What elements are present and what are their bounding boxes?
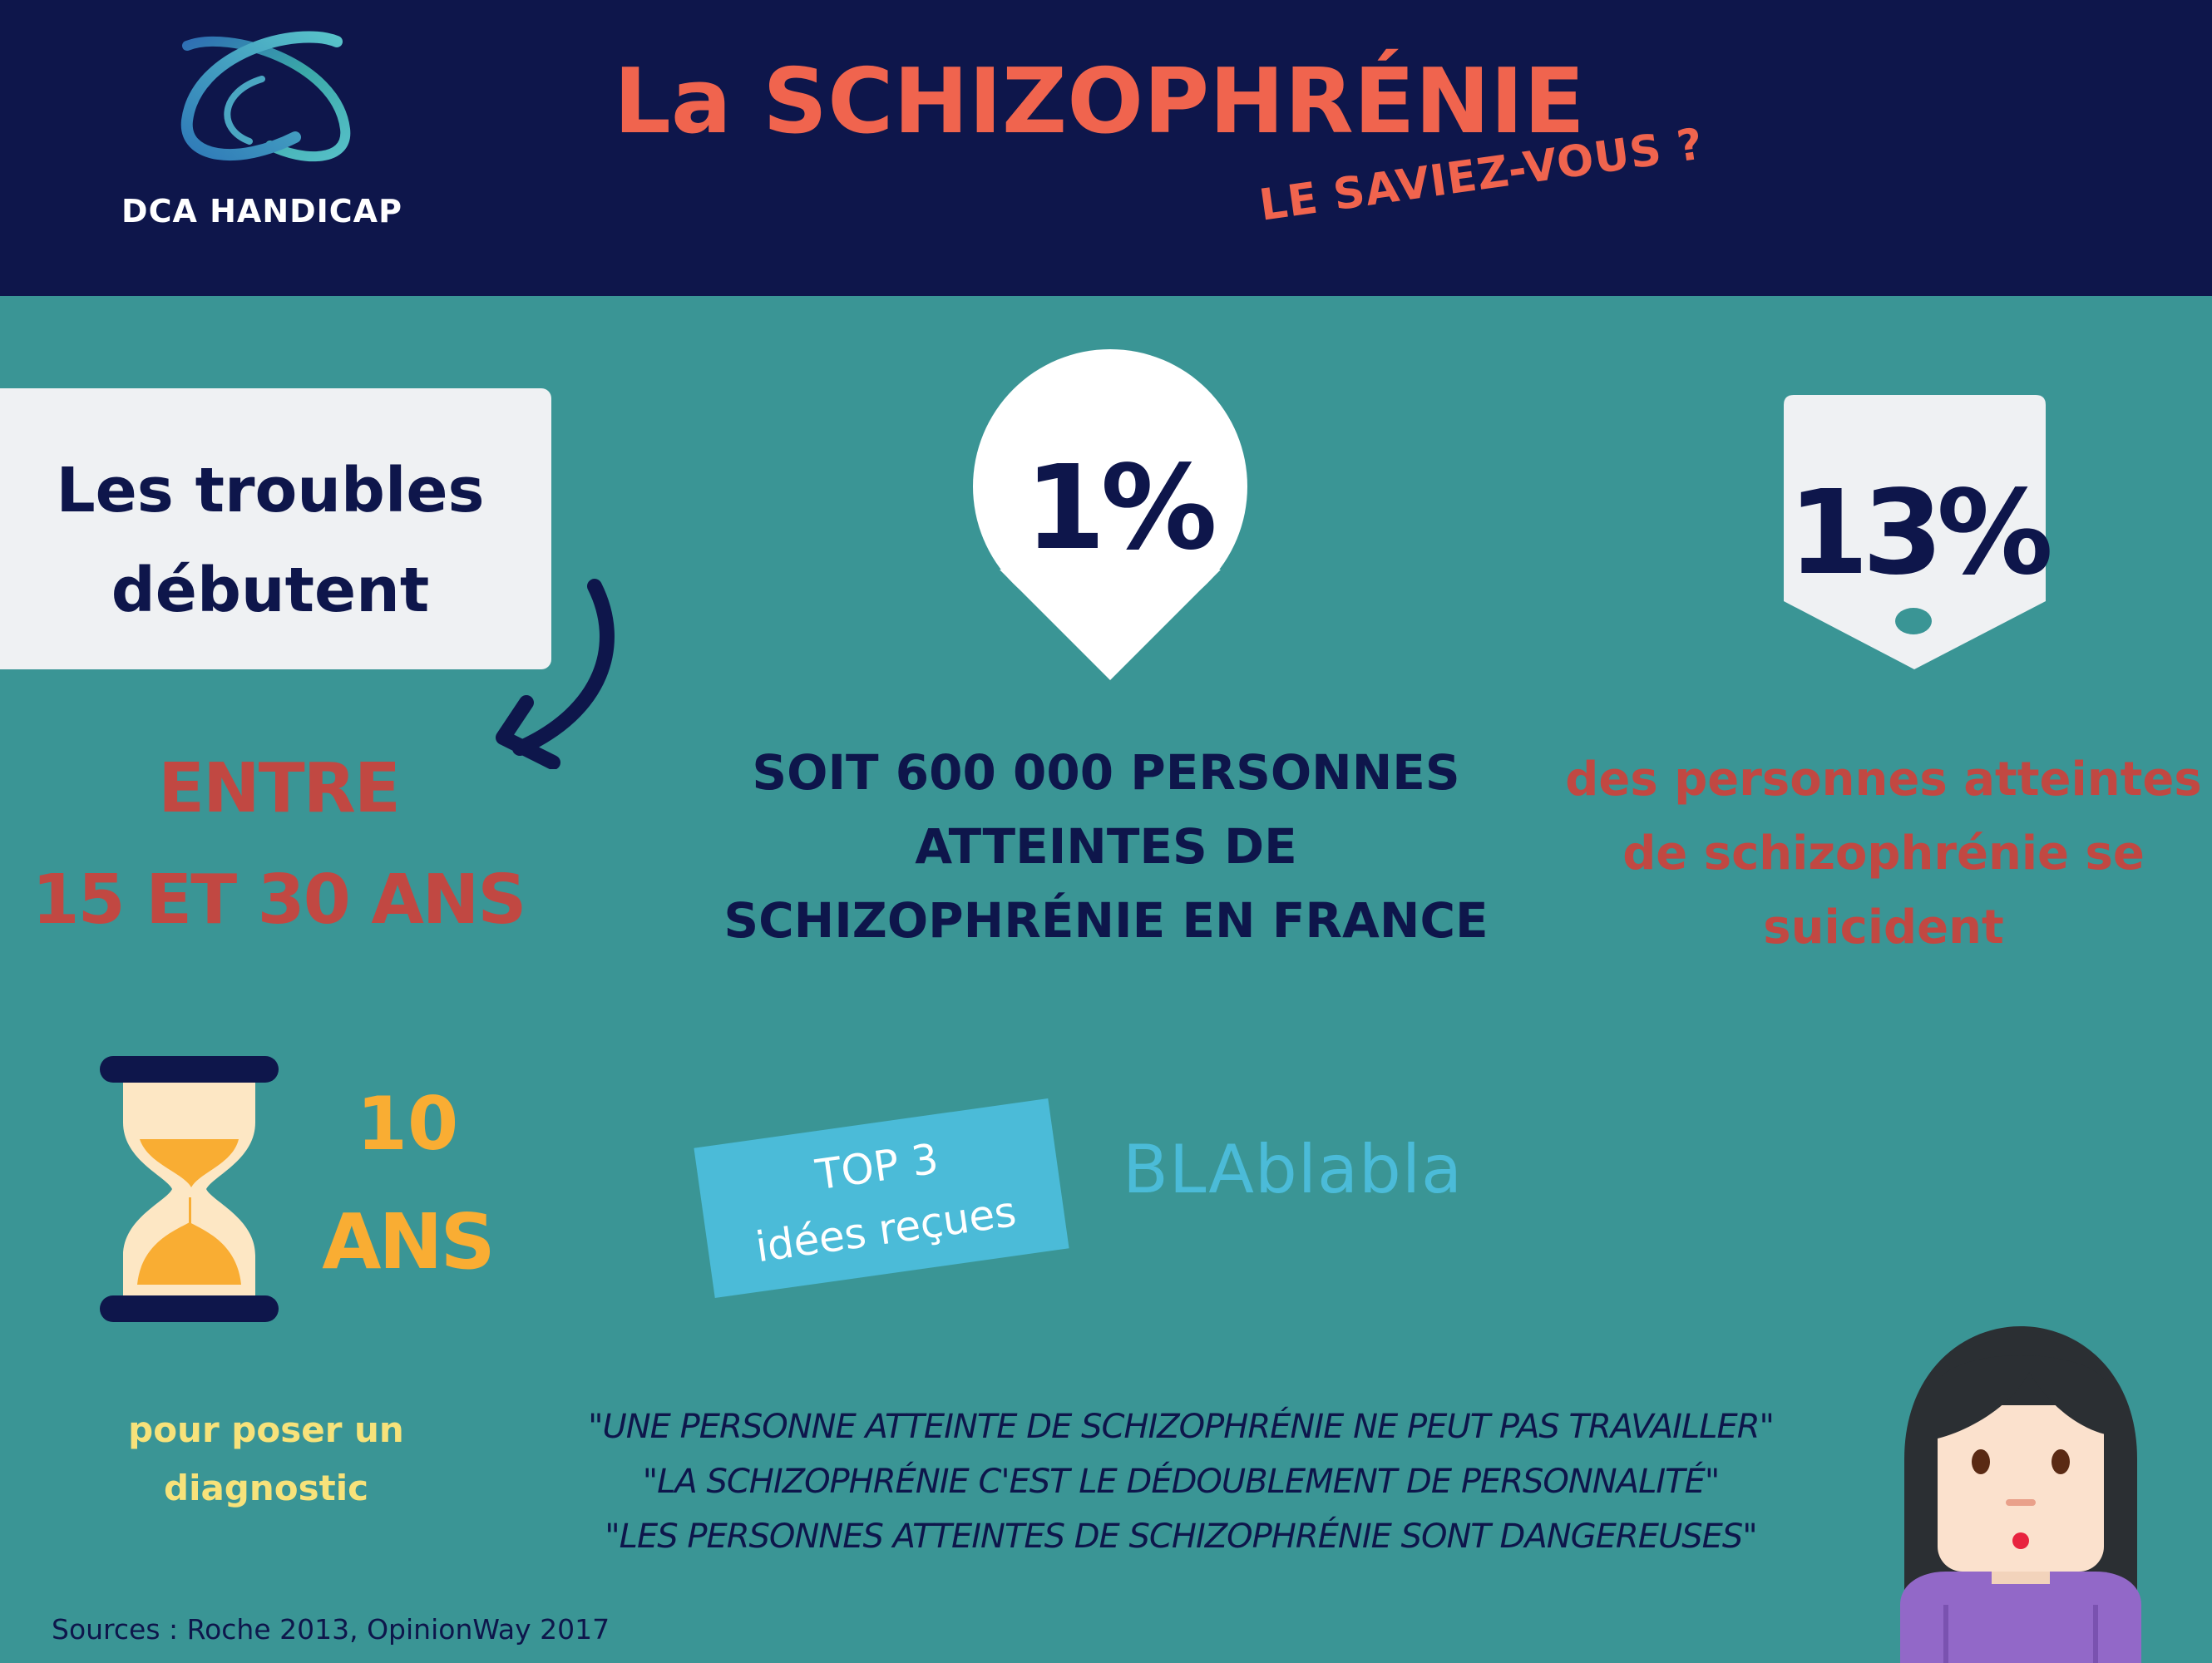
age-range-line-1: ENTRE <box>158 749 399 828</box>
suicide-value: 13% <box>1788 466 2047 601</box>
onset-line-1: Les troubles <box>56 455 485 526</box>
suicide-line-1: des personnes atteintes <box>1565 753 2202 807</box>
onset-age-range <box>0 733 557 956</box>
prevalence-line-3: SCHIZOPHRÉNIE EN FRANCE <box>723 892 1489 949</box>
suicide-description <box>1563 743 2204 965</box>
diagnosis-years-unit: ANS <box>322 1197 493 1286</box>
brand-name: DCA HANDICAP <box>121 193 402 229</box>
age-range-line-2: 15 ET 30 ANS <box>32 861 526 940</box>
myth-item-2: "LA SCHIZOPHRÉNIE C'EST LE DÉDOUBLEMENT DE PERSONNALITÉ" <box>642 1463 1720 1501</box>
page-subtitle: LE SAVIEZ-VOUS ? <box>1256 119 1707 231</box>
diagnosis-years-number: 10 <box>356 1081 459 1167</box>
diagnosis-line-1: pour poser un <box>128 1409 404 1450</box>
prevalence-description <box>665 736 1547 958</box>
top3-badge-label <box>694 1098 1069 1298</box>
logo-orbit-icon <box>170 29 362 170</box>
onset-label <box>0 441 541 640</box>
top3-line-2: idées reçues <box>753 1187 1020 1272</box>
myths-list <box>491 1399 1871 1564</box>
page-title: La SCHIZOPHRÉNIE <box>614 50 1585 154</box>
hourglass-icon <box>100 1056 279 1322</box>
diagnosis-line-2: diagnostic <box>164 1468 368 1508</box>
myth-item-3: "LES PERSONNES ATTEINTES DE SCHIZOPHRÉNIE SONT DANGEREUSES" <box>605 1517 1757 1556</box>
suicide-line-3: suicident <box>1763 901 2004 955</box>
onset-line-2: débutent <box>111 555 430 626</box>
prevalence-line-2: ATTEINTES DE <box>915 818 1297 875</box>
prevalence-line-1: SOIT 600 000 PERSONNES <box>752 744 1460 801</box>
diagnosis-description <box>108 1401 424 1517</box>
suicide-line-2: de schizophrénie se <box>1622 827 2145 881</box>
woman-avatar-icon <box>1888 1322 2154 1663</box>
prevalence-value: 1% <box>1025 441 1212 576</box>
blabla-text: BLAblabla <box>1123 1131 1464 1208</box>
myth-item-1: "UNE PERSONNE ATTEINTE DE SCHIZOPHRÉNIE NE PEUT PAS TRAVAILLER" <box>588 1408 1774 1446</box>
sources-note: Sources : Roche 2013, OpinionWay 2017 <box>52 1613 610 1646</box>
top3-line-1: TOP 3 <box>812 1134 941 1200</box>
